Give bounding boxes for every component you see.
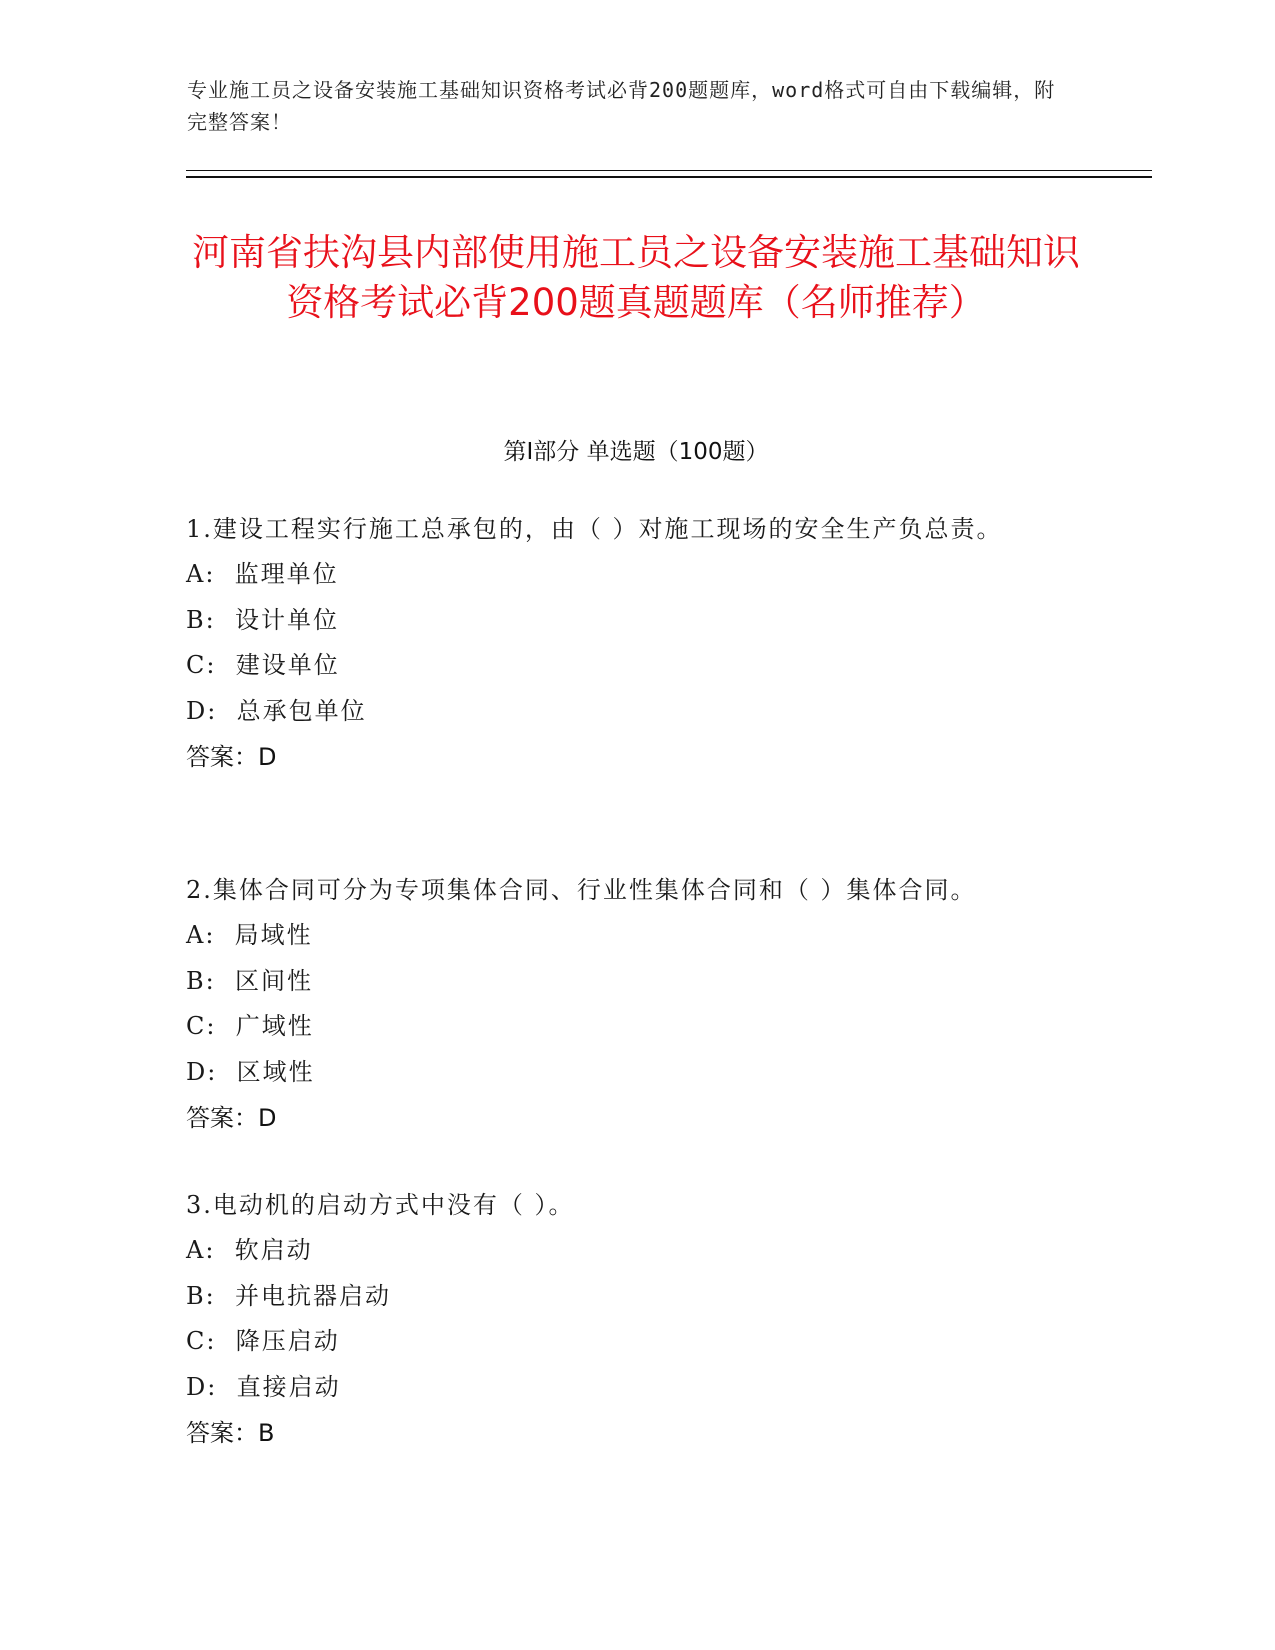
option-a: A: 监理单位 [186, 560, 339, 588]
section-heading: 第I部分 单选题（100题） [503, 439, 769, 465]
option-b: B: 区间性 [186, 966, 313, 995]
answer-line: 答案：D [186, 743, 277, 771]
question-stem: 2.集体合同可分为专项集体合同、行业性集体合同和（ ）集体合同。 [186, 876, 977, 904]
option-d: D: 直接启动 [186, 1372, 341, 1401]
question-stem: 1.建设工程实行施工总承包的，由（ ）对施工现场的安全生产负总责。 [186, 515, 1003, 543]
header-divider-thick [186, 176, 1152, 178]
option-a: A: 局域性 [186, 921, 313, 949]
option-a: A: 软启动 [186, 1236, 313, 1264]
question-2 [186, 867, 1086, 1141]
document-title: 河南省扶沟县内部使用施工员之设备安装施工基础知识资格考试必背200题真题题库（名师推荐） [192, 231, 1080, 324]
option-b: B: 设计单位 [186, 605, 339, 634]
page-header-note: 专业施工员之设备安装施工基础知识资格考试必背200题题库，word格式可自由下载编辑，附完整答案！ [187, 78, 1056, 134]
option-b: B: 并电抗器启动 [186, 1281, 391, 1310]
question-stem: 3.电动机的启动方式中没有（ ）。 [186, 1191, 575, 1219]
header-divider-thin [186, 170, 1152, 171]
option-c: C: 降压启动 [186, 1327, 340, 1355]
answer-line: 答案：D [186, 1104, 277, 1132]
option-c: C: 建设单位 [186, 651, 340, 679]
option-d: D: 区域性 [186, 1057, 315, 1086]
question-3 [186, 1182, 1086, 1456]
answer-line: 答案：B [186, 1419, 275, 1447]
option-c: C: 广域性 [186, 1012, 314, 1040]
option-d: D: 总承包单位 [186, 696, 367, 725]
question-1 [186, 506, 1086, 780]
